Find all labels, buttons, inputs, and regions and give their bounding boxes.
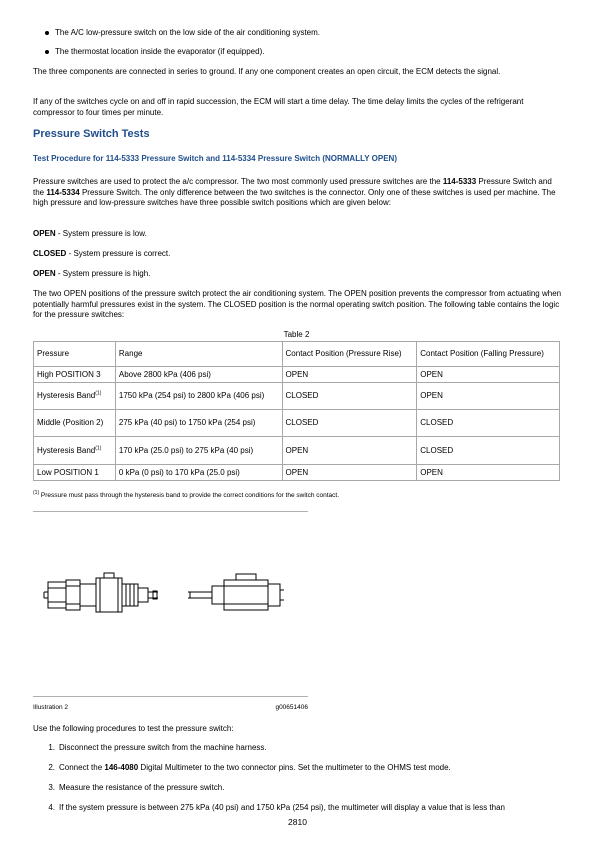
table-cell: CLOSED bbox=[282, 410, 417, 437]
paragraph-logic: The two OPEN positions of the pressure switch protect the air conditioning system. The OPEN position prevents the compressor from actuating when potentially harmful pressures exist in the system. The CLOSED position is the normal operating switch position. The following table contains the logic for the pressure switches: bbox=[33, 289, 562, 319]
paragraph-procedure: Use the following procedures to test the pressure switch: bbox=[33, 724, 234, 733]
table-cell: OPEN bbox=[282, 465, 417, 481]
table-cell: 275 kPa (40 psi) to 1750 kPa (254 psi) bbox=[115, 410, 282, 437]
state-open-low: OPEN - System pressure is low. bbox=[33, 229, 147, 238]
table-cell: Hysteresis Band$^{(1)}$ bbox=[34, 383, 116, 410]
part-number: 114-5333 bbox=[442, 177, 477, 186]
section-title: Pressure Switch Tests bbox=[33, 128, 150, 140]
table-cell: 1750 kPa (254 psi) to 2800 kPa (406 psi) bbox=[115, 383, 282, 410]
table-caption: Table 2 bbox=[283, 330, 310, 339]
table-footnote: $^{(1)}$ Pressure must pass through the hysteresis band to provide the correct conditions for the switch contact. bbox=[33, 489, 339, 499]
pressure-logic-table bbox=[33, 341, 560, 481]
table-cell: OPEN bbox=[282, 367, 417, 383]
table-header: Pressure bbox=[34, 342, 116, 367]
footnote-ref: (1) bbox=[95, 390, 102, 397]
bullet-dot-icon bbox=[45, 50, 49, 54]
table-row bbox=[34, 410, 560, 437]
part-number: 114-5334 bbox=[46, 187, 80, 197]
table-cell: Middle (Position 2) bbox=[34, 410, 116, 437]
table-cell: 0 kPa (0 psi) to 170 kPa (25.0 psi) bbox=[115, 465, 282, 481]
table-cell: CLOSED bbox=[282, 383, 417, 410]
table-header: Contact Position (Falling Pressure) bbox=[417, 342, 560, 367]
table-header: Contact Position (Pressure Rise) bbox=[282, 342, 417, 367]
table-row bbox=[34, 437, 560, 465]
table-cell: CLOSED bbox=[417, 410, 560, 437]
table-row bbox=[34, 367, 560, 383]
illustration-label: Illustration 2 bbox=[33, 704, 69, 711]
table-cell: OPEN bbox=[417, 367, 560, 383]
paragraph-cycle: If any of the switches cycle on and off in rapid succession, the ECM will start a time delay. The time delay limits the cycles of the refrigerant compressor to four times per minute. bbox=[33, 97, 524, 117]
procedure-step: 2. Connect the 146-4080 Digital Multimeter to the two connector pins. Set the multimeter to the OHMS test mode. bbox=[48, 763, 451, 772]
table-cell: 170 kPa (25.0 psi) to 275 kPa (40 psi) bbox=[115, 437, 282, 465]
paragraph-intro: Pressure switches are used to protect the a/c compressor. The two most commonly used pressure switches are the 114-5333 Pressure Switch and the 114-5334 Pressure Switch. The only difference between the two switches is the connector. Only one of these switches is used per machine. The high pressure and low-pressure switches have three possible switch positions which are given below: bbox=[33, 177, 556, 207]
procedure-step: 1. Disconnect the pressure switch from the machine harness. bbox=[48, 743, 267, 752]
table-header-row bbox=[34, 342, 560, 367]
table-header: Range bbox=[115, 342, 282, 367]
table-cell: OPEN bbox=[282, 437, 417, 465]
procedure-step: 3. Measure the resistance of the pressure switch. bbox=[48, 783, 225, 792]
bullet-list bbox=[33, 28, 320, 57]
bullet-dot-icon bbox=[45, 31, 49, 35]
procedure-step: 4. If the system pressure is between 275 kPa (40 psi) and 1750 kPa (254 psi), the multimeter will display a value that is less than bbox=[48, 803, 505, 812]
illustration-code: g00651406 bbox=[275, 704, 308, 711]
table-cell: OPEN bbox=[417, 465, 560, 481]
table-cell: Low POSITION 1 bbox=[34, 465, 116, 481]
state-closed: CLOSED - System pressure is correct. bbox=[33, 249, 171, 258]
bullet-item: The A/C low-pressure switch on the low side of the air conditioning system. bbox=[33, 28, 320, 38]
illustration-top-divider bbox=[33, 511, 308, 512]
table-cell: Hysteresis Band$^{(1)}$ bbox=[34, 437, 116, 465]
state-open-high: OPEN - System pressure is high. bbox=[33, 269, 151, 278]
illustration-bottom-divider bbox=[33, 696, 308, 697]
table-cell: OPEN bbox=[417, 383, 560, 410]
footnote-ref: (1) bbox=[95, 445, 102, 452]
table-row bbox=[34, 383, 560, 410]
table-cell: Above 2800 kPa (406 psi) bbox=[115, 367, 282, 383]
table-cell: CLOSED bbox=[417, 437, 560, 465]
procedure-steps bbox=[33, 743, 563, 823]
pressure-switch-illustration bbox=[40, 570, 300, 620]
bullet-item: The thermostat location inside the evaporator (if equipped). bbox=[33, 47, 320, 57]
paragraph-series: The three components are connected in series to ground. If any one component creates an open circuit, the ECM detects the signal. bbox=[33, 67, 501, 76]
table-row bbox=[34, 465, 560, 481]
table-cell: High POSITION 3 bbox=[34, 367, 116, 383]
page-number: 2810 bbox=[288, 817, 307, 827]
subsection-title: Test Procedure for 114-5333 Pressure Switch and 114-5334 Pressure Switch (NORMALLY OPEN) bbox=[33, 154, 397, 163]
